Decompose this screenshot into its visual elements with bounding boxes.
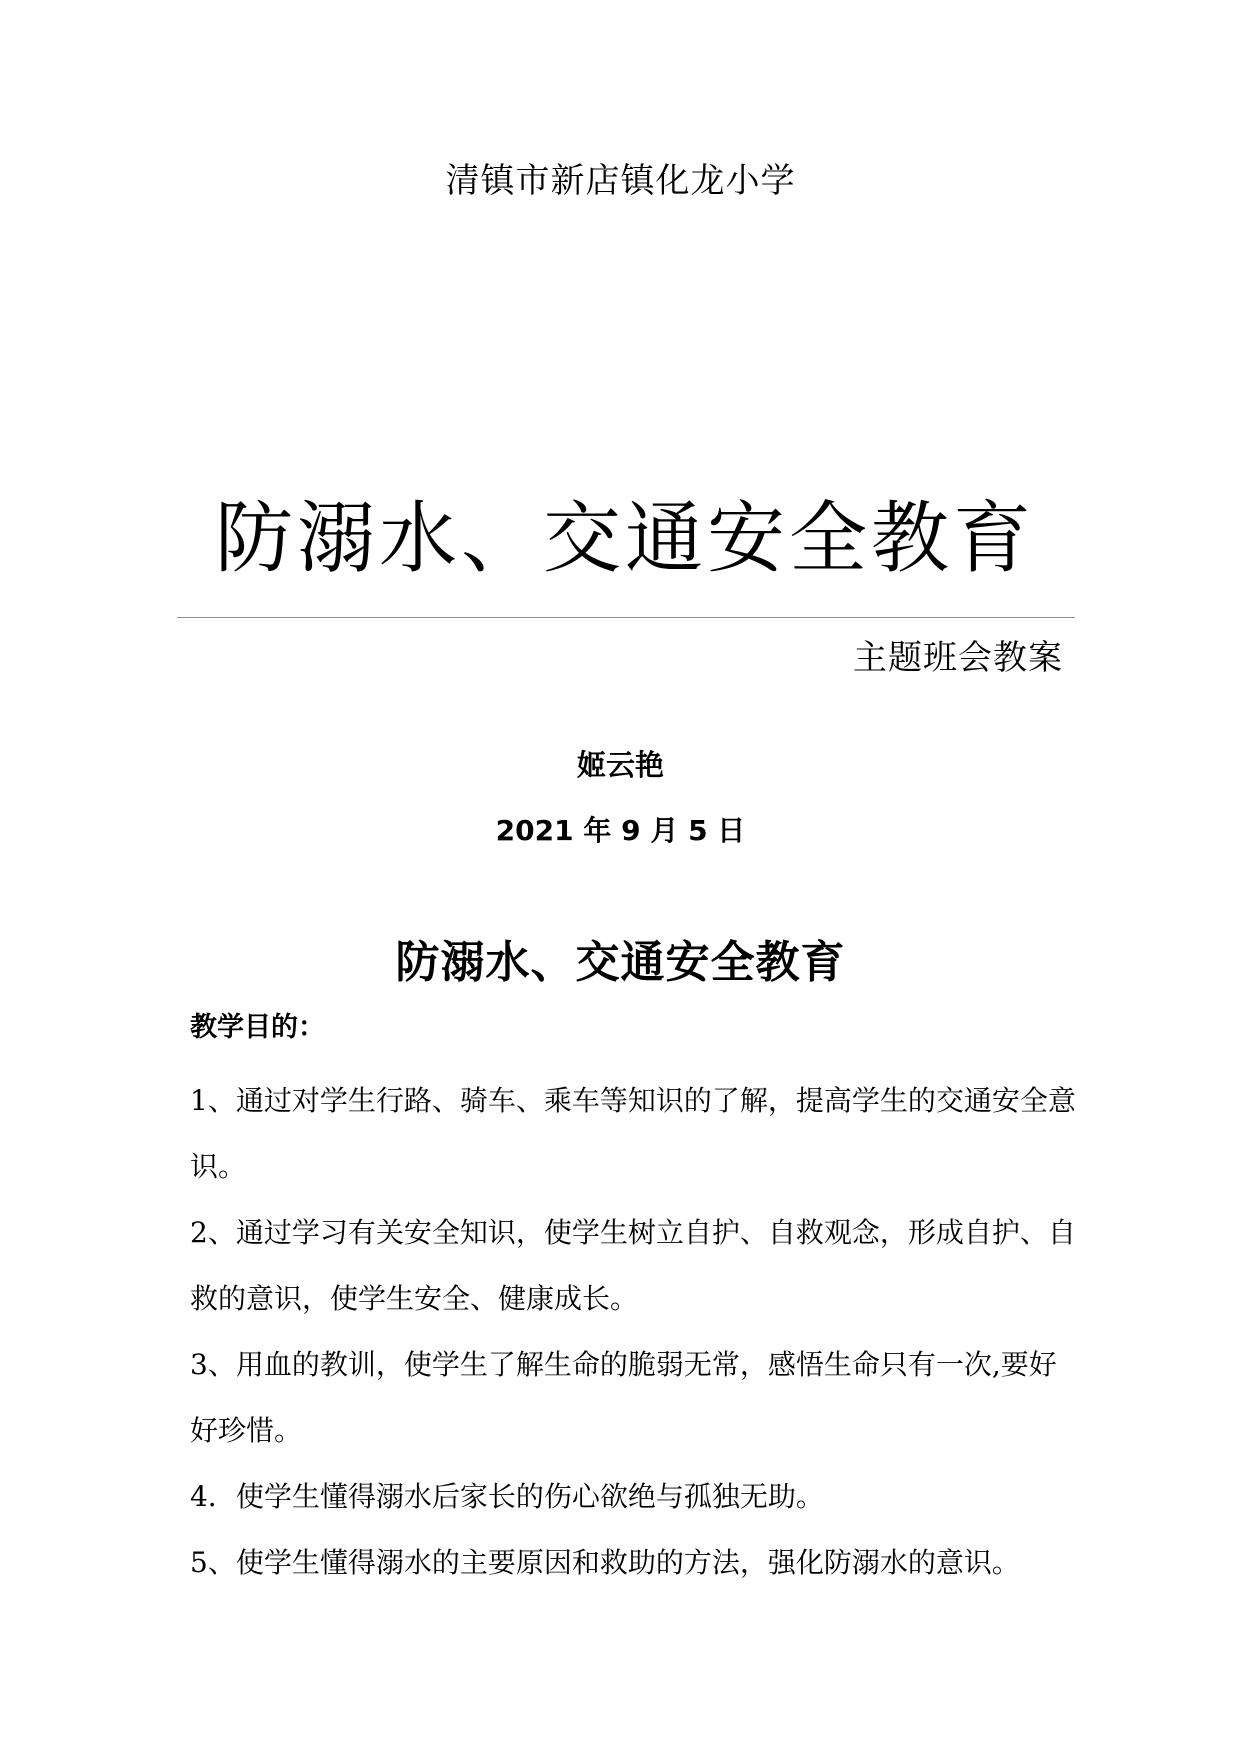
document-date: 2021 年 9 月 5 日: [495, 814, 746, 847]
objectives-list: [190, 1068, 1080, 1596]
objective-item: 4．使学生懂得溺水后家长的伤心欲绝与孤独无助。: [190, 1480, 824, 1513]
objective-item: 1、通过对学生行路、骑车、乘车等知识的了解，提高学生的交通安全意识。: [190, 1084, 1076, 1183]
lesson-title: 防溺水、交通安全教育: [395, 937, 846, 988]
objective-item: 2、通过学习有关安全知识，使学生树立自护、自救观念，形成自护、自救的意识，使学生安全、健康成长。: [190, 1216, 1076, 1315]
objective-item: 3、用血的教训，使学生了解生命的脆弱无常，感悟生命只有一次,要好好珍惜。: [190, 1348, 1057, 1447]
author-name: 姬云艳: [576, 748, 664, 782]
objective-item: 5、使学生懂得溺水的主要原因和救助的方法，强化防溺水的意识。: [190, 1546, 1020, 1579]
title-divider: [177, 617, 1075, 618]
cover-subtitle: 主题班会教案: [853, 638, 1063, 678]
cover-title: 防溺水、交通安全教育: [214, 494, 1035, 584]
school-name: 清镇市新店镇化龙小学: [445, 161, 796, 201]
objectives-heading: 教学目的：: [190, 1012, 325, 1043]
